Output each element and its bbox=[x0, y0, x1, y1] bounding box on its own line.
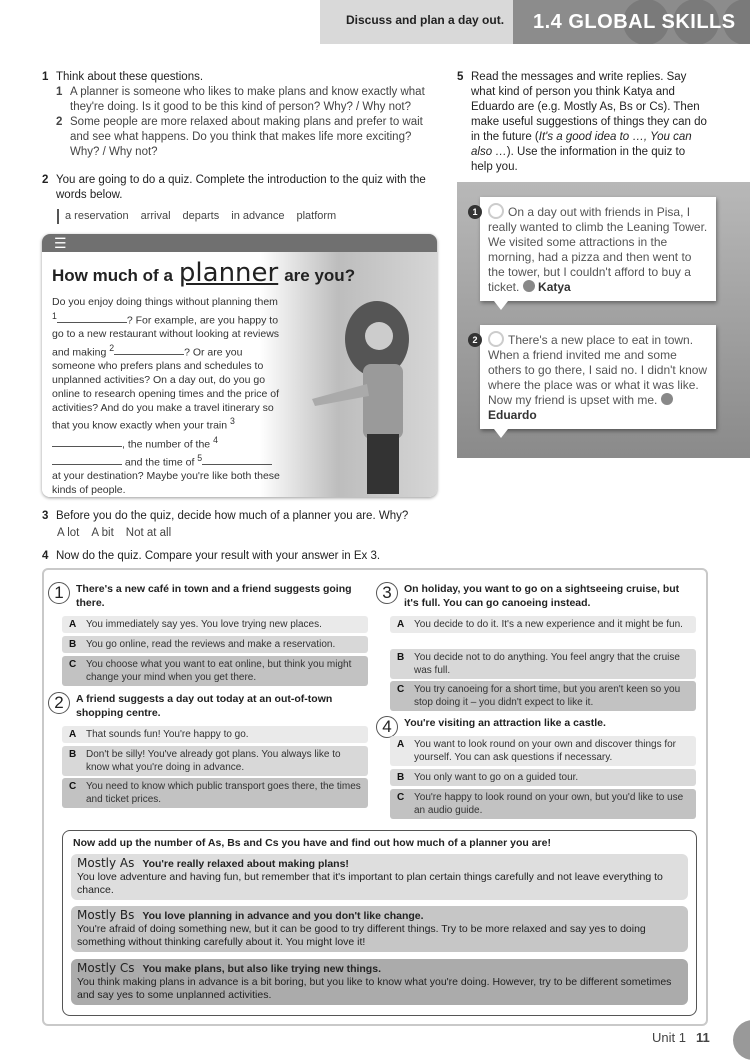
answer-option[interactable]: B You go online, read the reviews and make a reservation. bbox=[62, 636, 368, 653]
question-1: 1 There's a new café in town and a friend suggests going there. bbox=[76, 582, 366, 610]
answer-option[interactable]: C You choose what you want to eat online, but think you might change your mind when you get there. bbox=[62, 656, 368, 686]
message-katya: 1 On a day out with friends in Pisa, I really wanted to climb the Leaning Tower. We visited some attractions in the morning, had a pizza and then went to the tower, but I couldn't afford to buy a ticket. Katya bbox=[480, 197, 716, 301]
answer-option[interactable]: C You try canoeing for a short time, but you aren't keen so you stop doing it – you didn't expect to like it. bbox=[390, 681, 696, 711]
answer-option[interactable]: A That sounds fun! You're happy to go. bbox=[62, 726, 368, 743]
question-4: 4 You're visiting an attraction like a castle. bbox=[404, 716, 694, 730]
exercise-1 bbox=[42, 70, 432, 160]
exercise-title: Think about these questions. bbox=[56, 71, 204, 83]
answer-option[interactable]: A You decide to do it. It's a new experience and it might be fun. bbox=[390, 616, 696, 633]
lesson-subtitle: Discuss and plan a day out. bbox=[346, 13, 505, 27]
message-eduardo: 2 There's a new place to eat in town. When a friend invited me and some others to go there, I said no. I didn't know where the place was or what it was like. Now my friend is upset with me. Eduardo bbox=[480, 325, 716, 429]
quiz-intro-text: Do you enjoy doing things without planning them $^1$ ? For example, are you happy to go to a new restaurant without looking at reviews and making $^2$ ? Or are you someone who prefers plans and schedules to unplanned activities? On a day out, do you go online to research opening times and the price of activities? And do you make a travel itinerary so that you know exactly when your train $^3$, the number of the $^4$ and the time of $^5$ at your destination? Maybe you're like both these kinds of people. bbox=[52, 296, 280, 497]
word-option: platform bbox=[296, 210, 337, 222]
word-option: departs bbox=[182, 210, 220, 222]
word-option: a reservation bbox=[65, 210, 129, 222]
exercise-4: 4 Now do the quiz. Compare your result with your answer in Ex 3. bbox=[42, 550, 381, 562]
section-title: 1.4 GLOBAL SKILLS bbox=[533, 11, 736, 33]
exercise-5: 5 Read the messages and write replies. Say what kind of person you think Katya and Eduardo are (e.g. Mostly As, Bs or Cs). Then make useful suggestions of things they can do in the future (It's a good idea to …, You can also …). Use the information in the quiz to help you. bbox=[457, 71, 707, 173]
answer-option[interactable]: B You only want to go on a guided tour. bbox=[390, 769, 696, 786]
gap-5[interactable] bbox=[202, 456, 272, 465]
gap-3[interactable] bbox=[52, 438, 122, 447]
sad-face-icon bbox=[523, 280, 535, 292]
results-box bbox=[62, 830, 697, 1016]
avatar-icon bbox=[488, 203, 504, 219]
gap-4[interactable] bbox=[52, 456, 122, 465]
answer-option[interactable]: B Don't be silly! You've already got plans. You always like to know what you're doing in advance. bbox=[62, 746, 368, 776]
answer-option[interactable]: C You need to know which public transport goes there, the times and ticket prices. bbox=[62, 778, 368, 808]
result-mostly-as: Mostly As You're really relaxed about making plans! You love adventure and having fun, but remember that it's important to plan certain things carefully and not leave everything to chance. bbox=[71, 854, 688, 900]
exercise-number: 1 bbox=[42, 71, 49, 83]
answer-option[interactable]: A You want to look round on your own and discover things for yourself. You can ask questions if necessary. bbox=[390, 736, 696, 766]
question-2: 2 A friend suggests a day out today at an out-of-town shopping centre. bbox=[76, 692, 366, 720]
word-option: in advance bbox=[231, 210, 285, 222]
ex3-options: A lot A bit Not at all bbox=[57, 527, 172, 539]
exercise-3: 3 Before you do the quiz, decide how much of a planner you are. Why? bbox=[42, 510, 409, 522]
question-3: 3 On holiday, you want to go on a sightseeing cruise, but it's full. You can go canoeing instead. bbox=[404, 582, 694, 610]
result-mostly-cs: Mostly Cs You make plans, but also like trying new things. You think making plans in advance is a bit boring, but you like to know what you're doing. However, try to be different sometimes and say yes to some unplanned activities. bbox=[71, 959, 688, 1005]
page-footer: Unit 1 11 bbox=[652, 1030, 710, 1045]
results-intro: Now add up the number of As, Bs and Cs you have and find out how much of a planner you are! bbox=[73, 837, 551, 849]
menu-icon: ☰ bbox=[42, 234, 437, 252]
question-item: 1 A planner is someone who likes to make plans and know exactly what they're doing. Is it good to be this kind of person? Why? / Why not? bbox=[56, 86, 425, 113]
girl-with-headphones-photo bbox=[307, 294, 427, 494]
quiz-title: How much of a planner are you? bbox=[52, 258, 356, 288]
quiz-intro-card bbox=[42, 234, 437, 497]
word-option: arrival bbox=[140, 210, 171, 222]
gap-1[interactable] bbox=[57, 314, 127, 323]
avatar-icon bbox=[488, 331, 504, 347]
gap-2[interactable] bbox=[114, 346, 184, 355]
exercise-2: 2 You are going to do a quiz. Complete the introduction to the quiz with the words below. bbox=[42, 174, 426, 201]
messages-panel bbox=[457, 182, 750, 458]
page-corner-decoration bbox=[733, 1020, 750, 1060]
answer-option[interactable]: B You decide not to do anything. You feel angry that the cruise was full. bbox=[390, 649, 696, 679]
sad-face-icon bbox=[661, 393, 673, 405]
result-mostly-bs: Mostly Bs You love planning in advance and you don't like change. You're afraid of doing something new, but it can be good to try different things. Try to be more relaxed and say yes to doing something without thinking carefully about it. You might love it! bbox=[71, 906, 688, 952]
question-item: 2 Some people are more relaxed about making plans and prefer to wait and see what happens. Do you think that makes life more exciting? Why? / Why not? bbox=[56, 116, 423, 158]
answer-option[interactable]: C You're happy to look round on your own, but you'd like to use an audio guide. bbox=[390, 789, 696, 819]
word-box bbox=[57, 209, 348, 224]
answer-option[interactable]: A You immediately say yes. You love trying new places. bbox=[62, 616, 368, 633]
